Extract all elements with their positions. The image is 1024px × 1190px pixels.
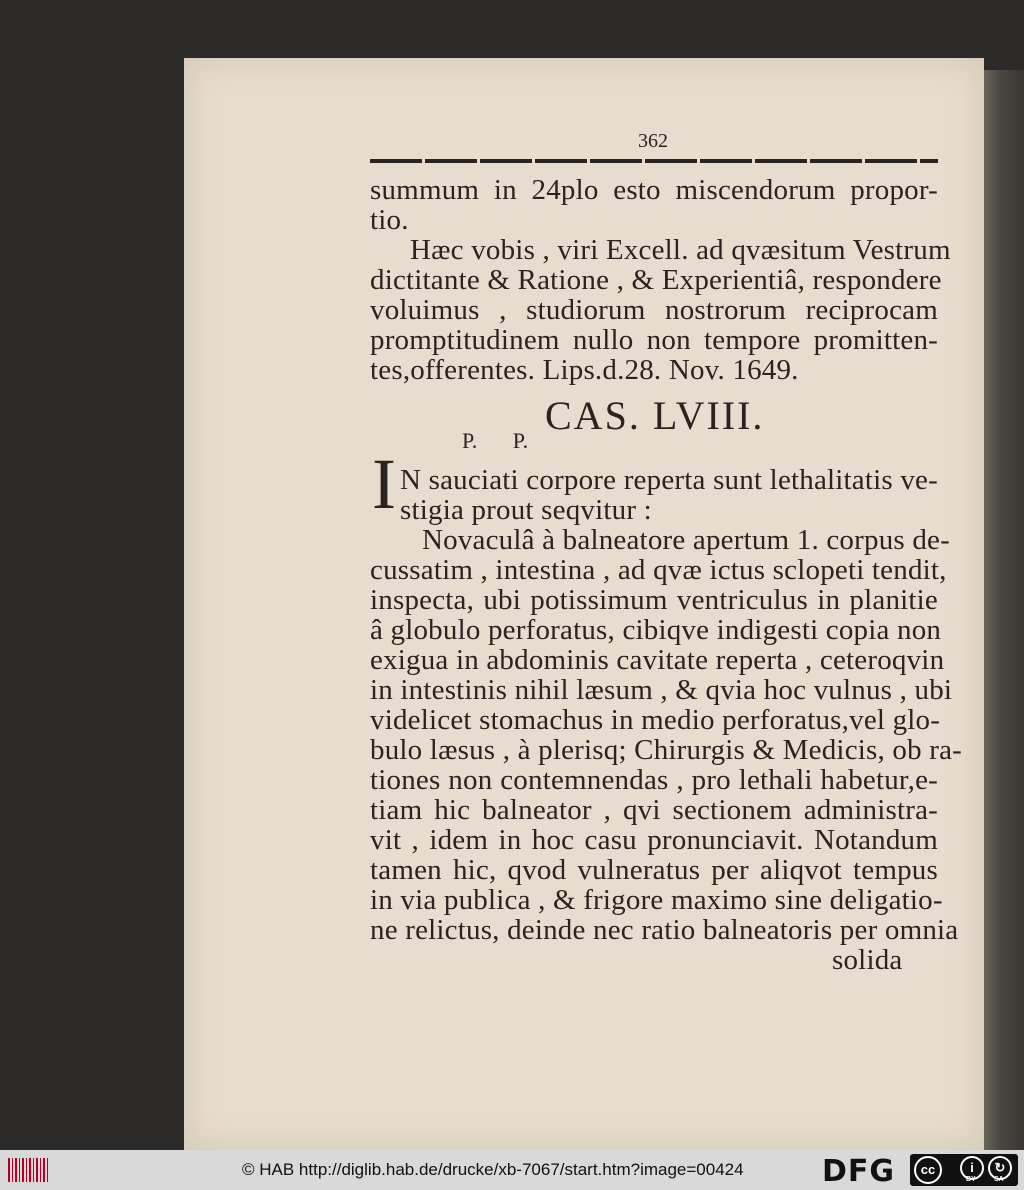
text-line: tes,offerentes. Lips.d.28. Nov. 1649. (370, 354, 799, 386)
cc-by-label: BY (966, 1176, 976, 1183)
footer-link[interactable]: © HAB http://diglib.hab.de/drucke/xb-7067/start.htm?image=00424 (242, 1160, 744, 1179)
header-rule (370, 159, 938, 163)
text-line: inspecta, ubi potissimum ventriculus in planitie (370, 584, 938, 616)
text-line: dictitante & Ratione , & Experientiâ, respondere (370, 264, 942, 296)
text-line: exigua in abdominis cavitate reperta , ceteroqvin (370, 644, 945, 676)
text-line: in via publica , & frigore maximo sine deligatio- (370, 884, 943, 916)
page-edge (984, 70, 1024, 1150)
text-line: Novaculâ à balneatore apertum 1. corpus de- (422, 524, 950, 556)
dfg-logo: DFG (822, 1154, 896, 1189)
text-line: vit , idem in hoc casu pronunciavit. Notandum (370, 824, 938, 856)
text-line: â globulo perforatus, cibiqve indigesti copia non (370, 614, 942, 646)
text-line: Hæc vobis , viri Excell. ad qvæsitum Vestrum (410, 234, 951, 266)
drop-cap: I (372, 444, 396, 524)
sa-icon: ↻ (988, 1156, 1012, 1180)
text-line: stigia prout seqvitur : (400, 494, 652, 526)
text-line: summum in 24plo esto miscendorum propor- (370, 174, 938, 206)
text-line: cussatim , intestina , ad qvæ ictus sclopeti tendit, (370, 554, 947, 586)
hab-logo-icon (8, 1158, 48, 1182)
cc-icon: cc (914, 1156, 942, 1184)
text-line: N sauciati corpore reperta sunt lethalitatis ve- (400, 464, 938, 496)
text-line: tiones non contemnendas , pro lethali habetur,e- (370, 764, 938, 796)
text-line: ne relictus, deinde nec ratio balneatoris per omnia (370, 914, 959, 946)
cc-sa-label: SA (994, 1176, 1004, 1183)
footer-bar (0, 1150, 1024, 1190)
text-line: in intestinis nihil læsum , & qvia hoc vulnus , ubi (370, 674, 953, 706)
by-person-icon: i (960, 1156, 984, 1180)
cc-license-icon[interactable] (910, 1154, 1018, 1186)
text-line: promptitudinem nullo non tempore promitten- (370, 324, 938, 356)
page-text (370, 0, 963, 1150)
text-line: tiam hic balneator , qvi sectionem administra- (370, 794, 938, 826)
page-number: 362 (638, 130, 668, 152)
catchword: solida (832, 944, 903, 976)
section-heading: CAS. LVIII. (545, 393, 765, 438)
pp-initials: P. P. (462, 428, 529, 453)
text-line: voluimus , studiorum nostrorum reciprocam (370, 294, 938, 326)
text-line: videlicet stomachus in medio perforatus,vel glo- (370, 704, 941, 736)
text-line: tamen hic, qvod vulneratus per aliqvot tempus (370, 854, 938, 886)
text-line: tio. (370, 204, 409, 236)
text-line: bulo læsus , à plerisq; Chirurgis & Medicis, ob ra- (370, 734, 963, 766)
